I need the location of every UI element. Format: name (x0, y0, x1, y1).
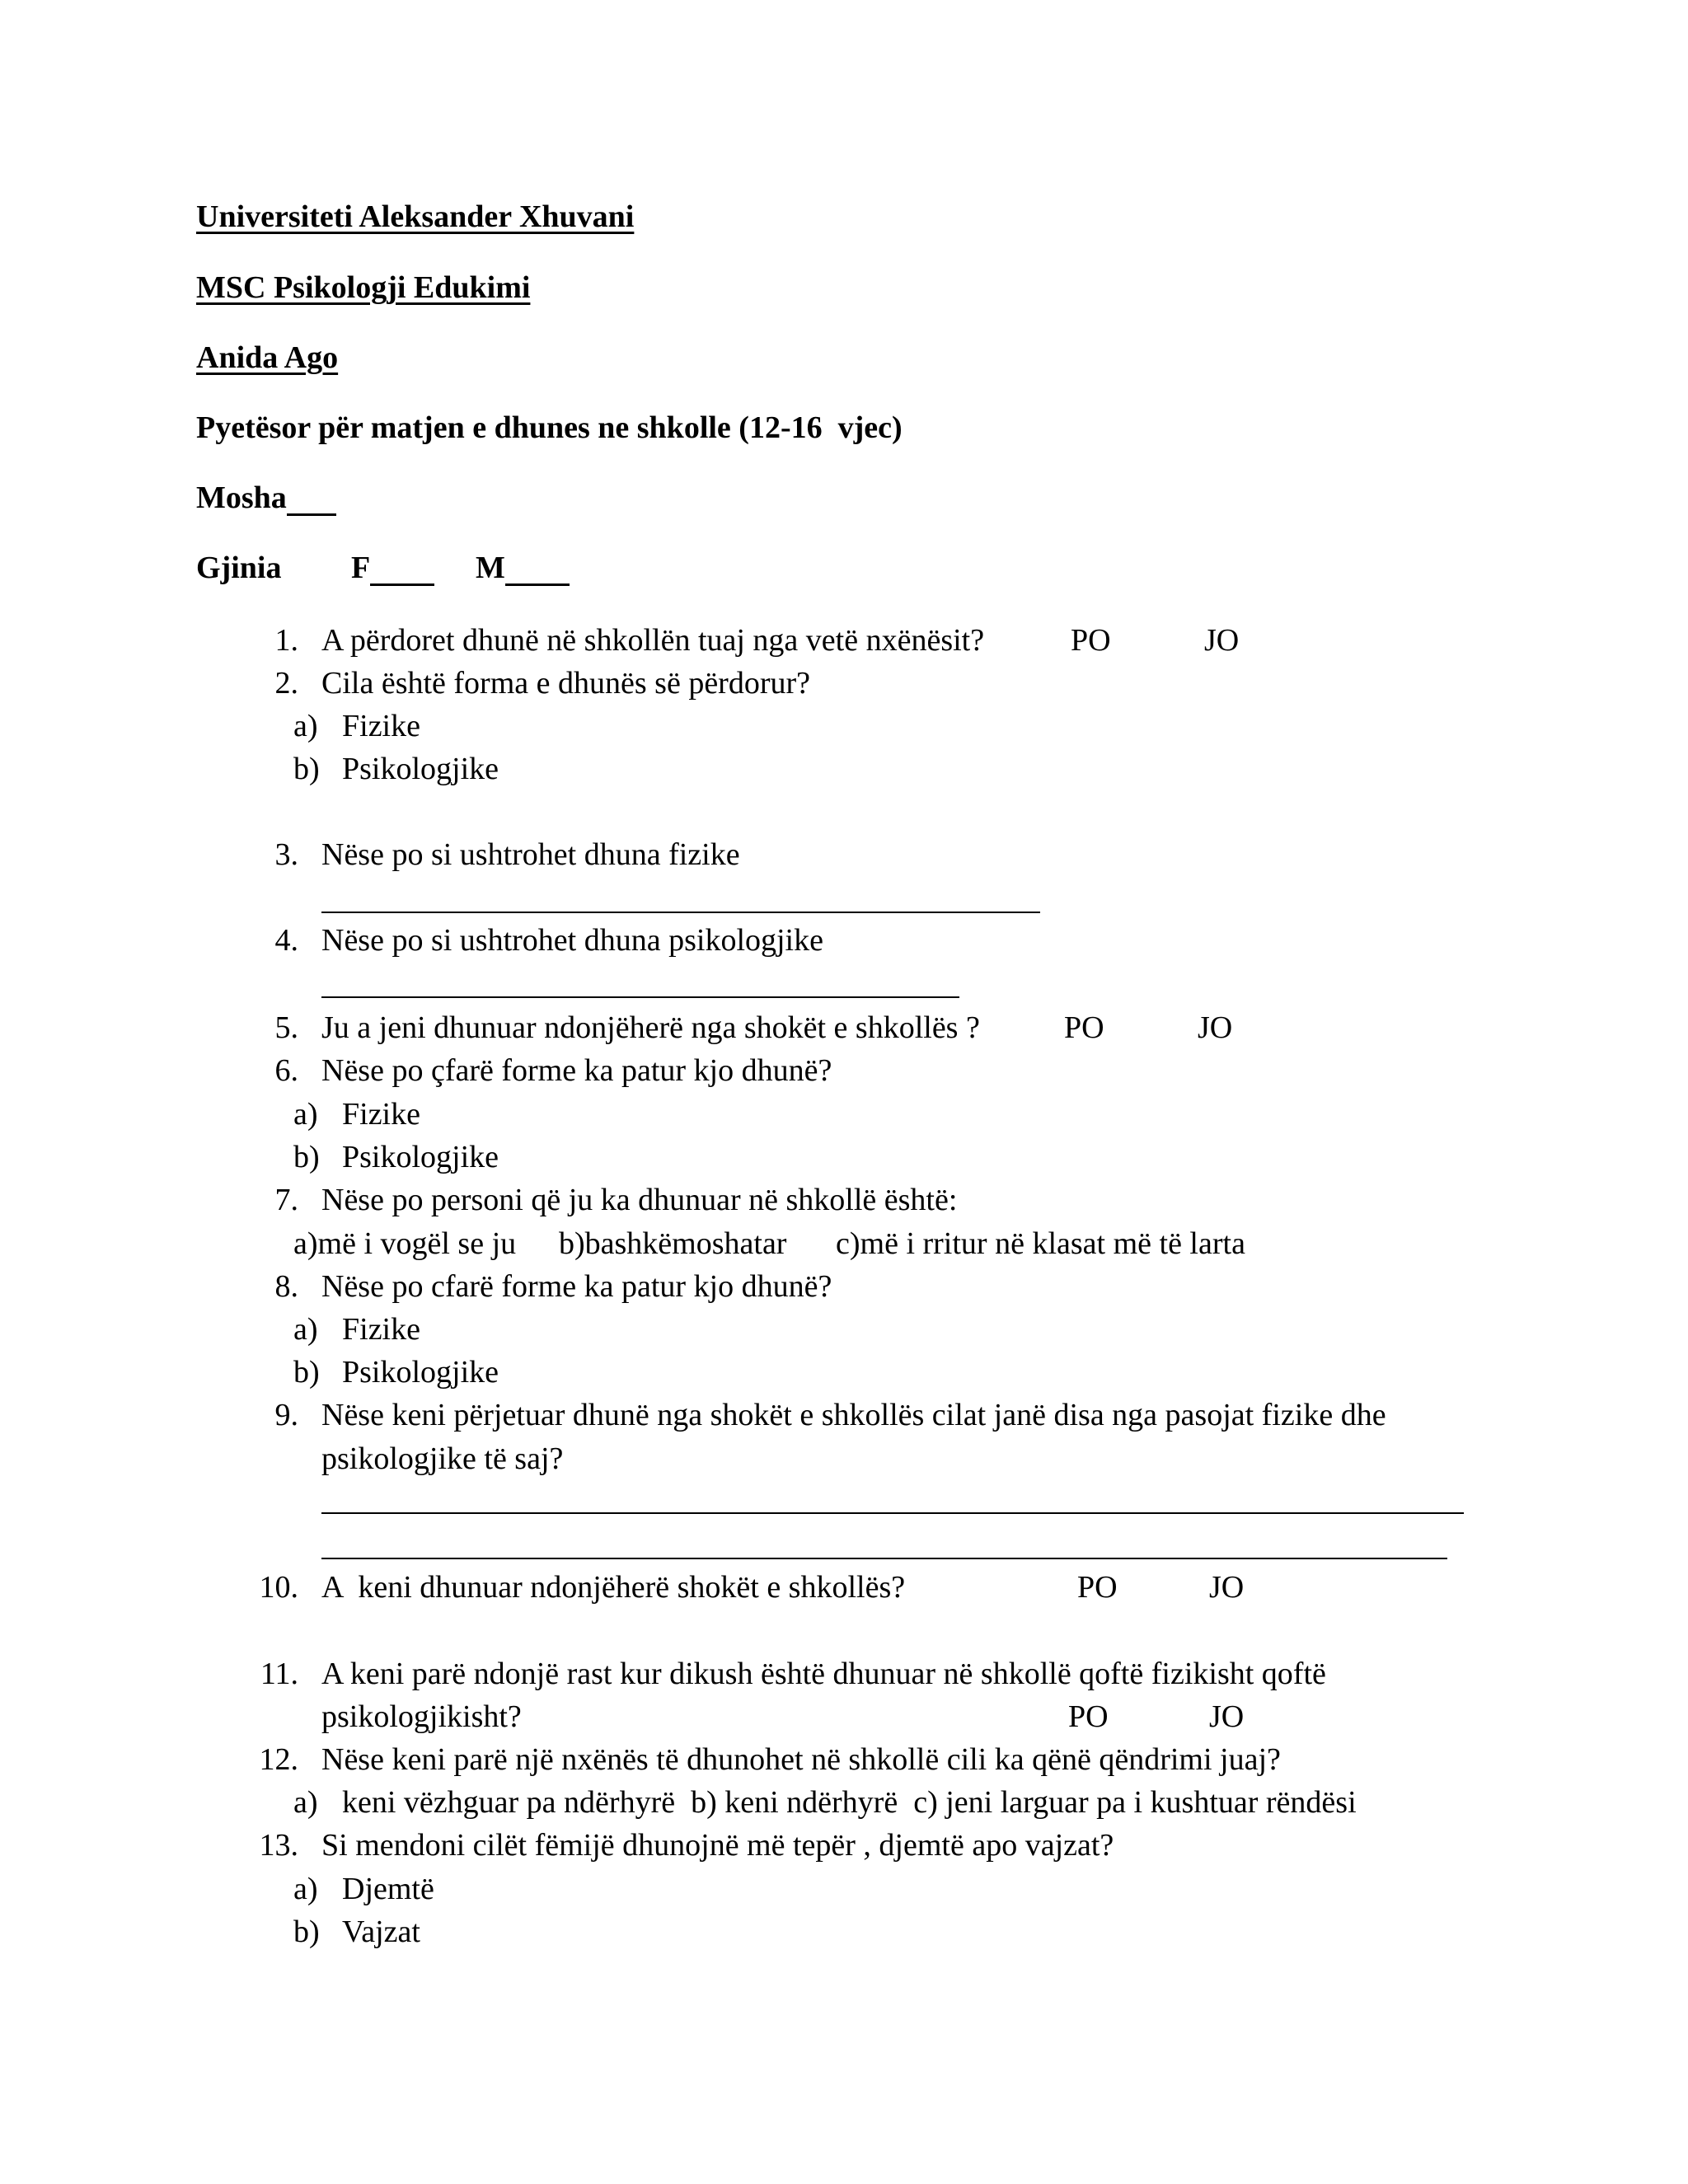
program-name: MSC Psikologji Edukimi (196, 270, 531, 305)
q8-option-b[interactable]: Psikologjike (342, 1355, 499, 1390)
q8-option-a[interactable]: Fizike (342, 1312, 420, 1347)
q11-text-continued: psikologjikisht? (321, 1699, 522, 1734)
q6-number: 6. (274, 1053, 298, 1088)
q1-number: 1. (274, 623, 298, 658)
q11-no[interactable]: JO (1209, 1699, 1245, 1734)
q2-option-a[interactable]: Fizike (342, 709, 420, 743)
gender-m-label: M (476, 551, 505, 585)
q11-number: 11. (260, 1657, 298, 1691)
q10-yes[interactable]: PO (1077, 1570, 1118, 1605)
q3-text: Nëse po si ushtrohet dhuna fizike (321, 837, 740, 872)
q8-option-a-mark[interactable]: a) (293, 1312, 318, 1347)
university-name: Universiteti Aleksander Xhuvani (196, 199, 635, 234)
q12-option-a-mark[interactable]: a) (293, 1785, 318, 1820)
q11-yes[interactable]: PO (1068, 1699, 1109, 1734)
q13-number: 13. (259, 1828, 298, 1863)
q13-text: Si mendoni cilët fëmijë dhunojnë më tepër , djemtë apo vajzat? (321, 1828, 1114, 1863)
q2-number: 2. (274, 666, 298, 701)
q10-no[interactable]: JO (1209, 1570, 1245, 1605)
q6-text: Nëse po çfarë forme ka patur kjo dhunë? (321, 1053, 832, 1088)
q1-text: A përdoret dhunë në shkollën tuaj nga vetë nxënësit? (321, 623, 985, 658)
q1-yes[interactable]: PO (1071, 623, 1111, 658)
q13-option-a-mark[interactable]: a) (293, 1872, 318, 1906)
q6-option-a-mark[interactable]: a) (293, 1097, 318, 1132)
q8-text: Nëse po cfarë forme ka patur kjo dhunë? (321, 1269, 832, 1304)
q4-answer-line[interactable] (321, 996, 959, 998)
gender-m (476, 552, 570, 586)
q9-number: 9. (274, 1398, 298, 1432)
q6-option-b-mark[interactable]: b) (293, 1140, 320, 1174)
q9-text: Nëse keni përjetuar dhunë nga shokët e shkollës cilat janë disa nga pasojat fizike dhe (321, 1398, 1386, 1432)
gender-f-field[interactable] (370, 552, 434, 586)
q7-option-a[interactable]: a)më i vogël se ju (293, 1226, 517, 1261)
q5-number: 5. (274, 1010, 298, 1045)
q9-answer-line-1[interactable] (321, 1512, 1464, 1514)
q9-answer-line-2[interactable] (321, 1558, 1447, 1559)
q7-option-c[interactable]: c)më i rritur në klasat më të larta (836, 1226, 1245, 1261)
q2-option-b-mark[interactable]: b) (293, 752, 320, 786)
q4-text: Nëse po si ushtrohet dhuna psikologjike (321, 923, 823, 958)
q12-number: 12. (259, 1742, 298, 1777)
gender-label: Gjinia (196, 551, 282, 585)
q7-option-b[interactable]: b)bashkëmoshatar (559, 1226, 787, 1261)
age-row (196, 482, 336, 516)
q8-number: 8. (274, 1269, 298, 1304)
q6-option-a[interactable]: Fizike (342, 1097, 420, 1132)
q13-option-b-mark[interactable]: b) (293, 1915, 320, 1949)
gender-m-field[interactable] (505, 552, 570, 586)
age-field[interactable] (287, 482, 336, 516)
q7-number: 7. (274, 1183, 298, 1217)
q8-option-b-mark[interactable]: b) (293, 1355, 320, 1390)
q4-number: 4. (274, 923, 298, 958)
q5-text: Ju a jeni dhunuar ndonjëherë nga shokët e shkollës ? (321, 1010, 980, 1045)
q12-options[interactable]: keni vëzhguar pa ndërhyrë b) keni ndërhyrë c) jeni larguar pa i kushtuar rëndësi (342, 1785, 1357, 1820)
q1-no[interactable]: JO (1204, 623, 1240, 658)
age-label: Mosha (196, 480, 287, 515)
q10-text: A keni dhunuar ndonjëherë shokët e shkollës? (321, 1570, 906, 1605)
q10-number: 10. (259, 1570, 298, 1605)
q3-number: 3. (274, 837, 298, 872)
q13-option-b[interactable]: Vajzat (342, 1915, 420, 1949)
q12-text: Nëse keni parë një nxënës të dhunohet në shkollë cili ka qënë qëndrimi juaj? (321, 1742, 1281, 1777)
q9-text-continued: psikologjike të saj? (321, 1441, 564, 1476)
q2-option-b[interactable]: Psikologjike (342, 752, 499, 786)
q3-answer-line[interactable] (321, 912, 1040, 913)
q5-yes[interactable]: PO (1064, 1010, 1104, 1045)
q6-option-b[interactable]: Psikologjike (342, 1140, 499, 1174)
q7-text: Nëse po personi që ju ka dhunuar në shkollë është: (321, 1183, 958, 1217)
questionnaire-title: Pyetësor për matjen e dhunes ne shkolle (12-16 vjec) (196, 410, 903, 445)
q11-text: A keni parë ndonjë rast kur dikush është dhunuar në shkollë qoftë fizikisht qoftë (321, 1657, 1326, 1691)
q2-text: Cila është forma e dhunës së përdorur? (321, 666, 811, 701)
q5-no[interactable]: JO (1198, 1010, 1233, 1045)
gender-f-label: F (351, 551, 371, 585)
q2-option-a-mark[interactable]: a) (293, 709, 318, 743)
gender-f (351, 552, 434, 586)
q13-option-a[interactable]: Djemtë (342, 1872, 434, 1906)
author-name: Anida Ago (196, 340, 339, 375)
